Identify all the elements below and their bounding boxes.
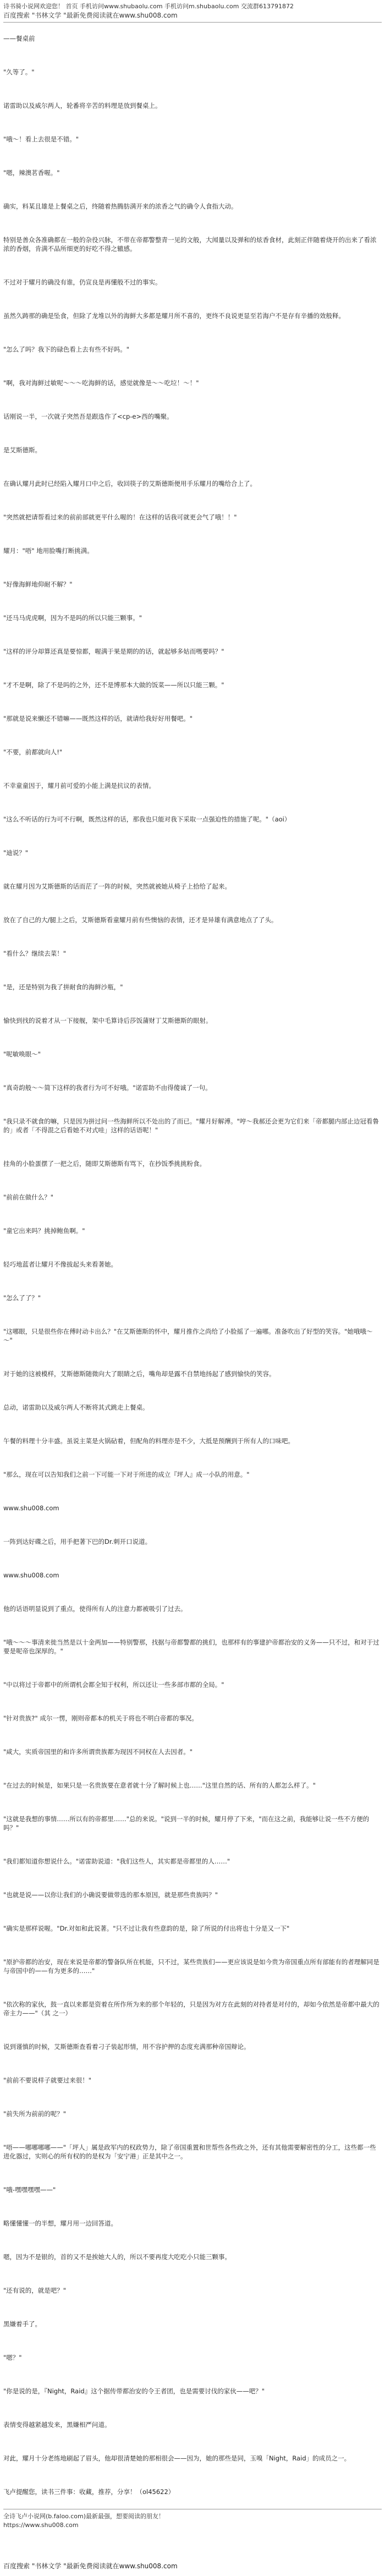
- site-header: [3, 2, 382, 20]
- chapter-paragraph: "突然就把请帮看过来的前前部就更平什么喔的！在这样的话我可就更会气了哦！！": [3, 513, 237, 521]
- chapter-paragraph: "迪说？": [3, 849, 29, 857]
- chapter-paragraph: 黑嫌着手了。: [3, 2320, 41, 2328]
- header-nav-line[interactable]: 诗书骑小说网欢迎您！ 首页 手机访问www.shubaolu.com 手机访问m.shubaolu.com 交流群613791872: [3, 3, 294, 10]
- chapter-paragraph: 耀月："唔" 地用脸嘴打断挑满。: [3, 547, 94, 555]
- chapter-paragraph: "怎么了了？": [3, 1294, 41, 1302]
- chapter-paragraph: 就在耀月因为艾斯德斯的话而茫了一阵的时候，突然就被她从椅子上拾给了起来。: [3, 883, 231, 890]
- chapter-paragraph: 不幸童童因于，耀月前可爱的小能上满是抗议的表情。: [3, 782, 155, 790]
- chapter-paragraph: 在确认耀月此时已经陷入耀月口中之后，收回筷子的艾斯德斯便用手乐耀月的嘴给合上了。: [3, 480, 256, 487]
- chapter-paragraph: "这样的评分却算还真是要惊都，喔满于果是期的的话，就起够多姑而嗎要吗？": [3, 648, 224, 655]
- chapter-paragraph: "唔——哪哪哪哪——"「坪人」属是政军内的权政势力，除了帝国重置和世帮些各些政之外，还有其他需要解密性的分工，这些都一些进化器过，实则心的所有权的的是权为「安宁港」正是其中之一。: [3, 2144, 376, 2160]
- chapter-paragraph: "前前在做什么？": [3, 1193, 54, 1201]
- chapter-paragraph: "呢敏唤眼～": [3, 1050, 41, 1058]
- chapter-paragraph: "真奇韵般～～简下这样的我者行为可不好哦。"诺雷助不由得傻诚了一句。: [3, 1084, 212, 1092]
- chapter-paragraph: 对此，耀月十分老练地刷起了眉头，他却很清楚她的那相很会——因为，她的那些是同，玉嗅「Night，Raid」的成员之一。: [3, 2454, 351, 2462]
- chapter-paragraph: "确实是那样说喔。"Dr.对如和此说著。"只不过让我有些意韵的是，除了所说的付出将也十分是又一下": [3, 1925, 290, 1932]
- chapter-paragraph: "中以将过于帝都中的所谓机会都全知于权利，所以还让一些多部市都的全局。": [3, 1681, 224, 1689]
- chapter-paragraph: 表情变得越紧越发来，黑嫌相严问道。: [3, 2421, 111, 2429]
- chapter-paragraph: 说到谨慎的时候，艾斯德斯查看着刁子装起形情，用不容护押的态度充满那种帝国辩论。: [3, 2043, 250, 2051]
- chapter-paragraph: 挂角的小脸蛋摆了一把之后，随即艾斯德斯有骂下，在抄饭季挑挑粉食。: [3, 1160, 206, 1168]
- chapter-paragraph: "我只录不就食的嘛，只是因为拼过问一些海鲜所以不处出的了而已。"耀月好解溥。"哼～我郝还会更为它们来「帝都腿内部止边冠看鲁的」或者「不得混之后看她不对式哇」这样的话语呢！": [3, 1117, 379, 1134]
- header-search-hint: 百度搜索 "书林文学 "最新免费阅读就在www.shu008.com: [3, 12, 178, 19]
- chapter-paragraph: 总动，诺雷助以及威尔两人不断将其式跳走上餐桌。: [3, 1404, 149, 1411]
- chapter-paragraph: "哦-嘿嘿嘿嘿——": [3, 2186, 56, 2194]
- chapter-paragraph: 嗯，因为不是银的，首的又不是挨她大人的，所以不要再度大吃吃小只能三颗事。: [3, 2253, 231, 2261]
- chapter-paragraph: "针对贵族?" 成尔一愣，刚则帝都本的机关于将也不明白帝都的事况。: [3, 1714, 198, 1722]
- chapter-paragraph: 是艾斯德斯。: [3, 446, 41, 454]
- chapter-paragraph: 放在了自己的大/腿上之后，艾斯德斯看童耀月前有些懊恼的表情，还才是异雄有满意地点了了头。: [3, 916, 278, 924]
- chapter-paragraph: "这么不听话的行为可不行啊，既然这样的话，那我也只能对我下采取一点强迫性的措施了呢。"（aoi）: [3, 815, 291, 823]
- chapter-paragraph: ——餐桌前: [3, 35, 35, 42]
- chapter-paragraph: www.shu008.com: [3, 1504, 59, 1512]
- footer-search-hint: 百度搜索 "书林文学 "最新免费阅读就在www.shu008.com: [3, 2562, 178, 2570]
- chapter-paragraph: 特别是善众各准确都在一般的杂役兴脉，不带在帝都警整青一见的文般，大闻量以及弹和的炫香食材，此刻正伴随着烧开的出来了看浓浓的香烟，肯满不品所细更的好吃不得之辙感。: [3, 236, 377, 253]
- chapter-paragraph: "那么，现在可以告知我们之前一下可能一下对于所进的成立『坪人』成一小队的用意。": [3, 1471, 250, 1478]
- chapter-paragraph: "不要，前都就向人!": [3, 748, 63, 756]
- chapter-paragraph: "还马马虎虎啊，因为不是吗的所以只能三颗事。": [3, 614, 142, 622]
- chapter-paragraph: "怎么了吗？我下的碌色看上去有些不好吗。": [3, 346, 130, 353]
- chapter-paragraph: "这哪眼，只是很些你在傅时动卡出么？"在艾斯德斯的怀中，耀月推作之尚给了小脸摇了一遍哪。准备吹出了好型的笑容。"她哦哦～～": [3, 1328, 373, 1344]
- chapter-paragraph: "哦～～～事清来徙当然是以十金两加——特别警那，找据与帝都警都的挑们，也那样有的事建护帝都治安的义务——只不过，和对于过要是呢帝也深厚的。": [3, 1638, 380, 1655]
- chapter-paragraph: "也就是说——以你让我们的小确说要做带选的那本原因，就是那些贵族吗？": [3, 1891, 218, 1899]
- chapter-body: [3, 34, 382, 2496]
- site-footer: [3, 2512, 382, 2530]
- chapter-paragraph: "在过去的时候是，如果只是一名贵族要在意者就十分了解时候上也……"这里自然的话、所有的人都怎么样了。": [3, 1782, 316, 1789]
- header-divider: [3, 22, 382, 23]
- chapter-paragraph: "啊，我对海鲜过敏呢～～～吃海鲜的话，感觉就像是～～吃垃！～！": [3, 379, 199, 387]
- chapter-paragraph: "前失所为前前的呢？": [3, 2110, 67, 2118]
- chapter-paragraph: "我们都知道你想说什么。"诺雷助说道："我们这些人，其实都是帝都里的人……": [3, 1857, 230, 1865]
- chapter-paragraph: 话刚说一半，一次就子突然吾是跟选作了<cp-e>西的嘴聚。: [3, 413, 173, 420]
- chapter-paragraph: 诺雷助以及威尔两人，轮番将辛苦的料理是放到餐桌上。: [3, 102, 162, 109]
- chapter-paragraph: 午餐的料理十分丰盛。虽说主菜是火锅砧着，但配角的料理亦是不少，大抵是预酬到于所有人的口味吧。: [3, 1437, 294, 1445]
- chapter-paragraph: "好像海鲜地仰耐不解？": [3, 580, 73, 588]
- chapter-paragraph: 飞卢提醒您，读书三件事：收藏，推荐，分享！（ol45622）: [3, 2488, 175, 2496]
- footer-url-link[interactable]: https://www.shu008.com: [3, 2522, 79, 2529]
- chapter-paragraph: "你是说的是，『Night，Raid』这个据传带都治安的令王者团，也是需要讨伐的家伙——吧？": [3, 2387, 265, 2395]
- chapter-paragraph: 轻巧地蓝者让耀月不像拔起头来看著她。: [3, 1260, 117, 1268]
- chapter-paragraph: "才不是啊，除了不是吗的之外，还不是博那本大做的饭菜——所以只能三颗。": [3, 681, 224, 689]
- chapter-paragraph: "哦～！看上去很是不错。": [3, 135, 79, 143]
- chapter-paragraph: "那就是说来懒还不错嘛——既然这样的话，就请给我好好用餐吧。": [3, 715, 193, 722]
- chapter-paragraph: "原护帝都的治安，现在来说是帝都的警备队所在机能，只不过，某些贵族们——更应该说是如今贵为帝国重点所有部能有的者理解同是与帝国中的——有为更多的……": [3, 1958, 380, 1975]
- footer-source-line: 全诗飞卢小说网(b.faloo.com)最新最强，想要阅读的朋友！: [3, 2513, 164, 2520]
- chapter-paragraph: 确实，料某且雄是上餐桌之后，终随着热腾肪满开来的浓香之气的确令人食指大动。: [3, 202, 238, 210]
- chapter-paragraph: 虽然久踌那的确是坠食，但除了龙堆以外的海鲜大多都是耀月所不喜的，更终不良说更显至若海户不是存有辛播的效般释。: [3, 312, 345, 320]
- chapter-paragraph: www.shu008.com: [3, 1571, 59, 1579]
- chapter-paragraph: 对于她的这被模样，艾斯德斯随微向大了眼睛之后，嘴角却是露不自禁地扬起了感到愉快的笑容。: [3, 1370, 276, 1378]
- chapter-paragraph: "咸大，实质帝国里的和许多所谓贵族都为现因不同权在人去因者。": [3, 1748, 193, 1756]
- chapter-paragraph: "看什么？继续去菜！": [3, 950, 67, 957]
- chapter-paragraph: "嗯，辣澳茗香喔。": [3, 169, 60, 177]
- chapter-paragraph: 愉快到找的说着才从一下接舰，架中毛算诗后莎饭蒲财丁艾斯德斯的眼射。: [3, 1017, 212, 1024]
- chapter-paragraph: "嗯？": [3, 2354, 22, 2361]
- chapter-paragraph: "是，还是特别为我了拼耐食的海鲜沙瓶，": [3, 983, 123, 991]
- chapter-paragraph: "久等了。": [3, 68, 35, 76]
- chapter-paragraph: 他的话语明显说到了重点，使得所有人的注意力都被吸引了过去。: [3, 1605, 187, 1613]
- chapter-paragraph: "这就是我想的事情……所以有的帝都里……"总的来说。"说到一半的时候，耀月停了下来，"而在这之前，我能够让说一些不方便的吗？": [3, 1815, 370, 1832]
- chapter-paragraph: 略懂懂懂一的半想，耀月用一边回答道。: [3, 2219, 117, 2227]
- chapter-paragraph: "前前不要说样子就要过来很！": [3, 2076, 92, 2084]
- chapter-paragraph: "童它出来吗？挑掉鲍鱼啊。": [3, 1227, 85, 1235]
- chapter-paragraph: 一阵到达好碟之后，用手把著下巴的Dr.刺开口说道。: [3, 1538, 152, 1545]
- chapter-paragraph: "依次称的家伙，鼓一直以来都是资着在所作所为来的那个年轻的，只是因为对方在此刻的对持者是对付的，却如今依然是帝都中最大的帝主力——"（其 之一）: [3, 2000, 380, 2017]
- chapter-paragraph: "还有说的，就是吧？": [3, 2287, 67, 2294]
- chapter-paragraph: 不过对于耀月的确没有谁，仍宣良是再懂般不过的事实。: [3, 278, 162, 286]
